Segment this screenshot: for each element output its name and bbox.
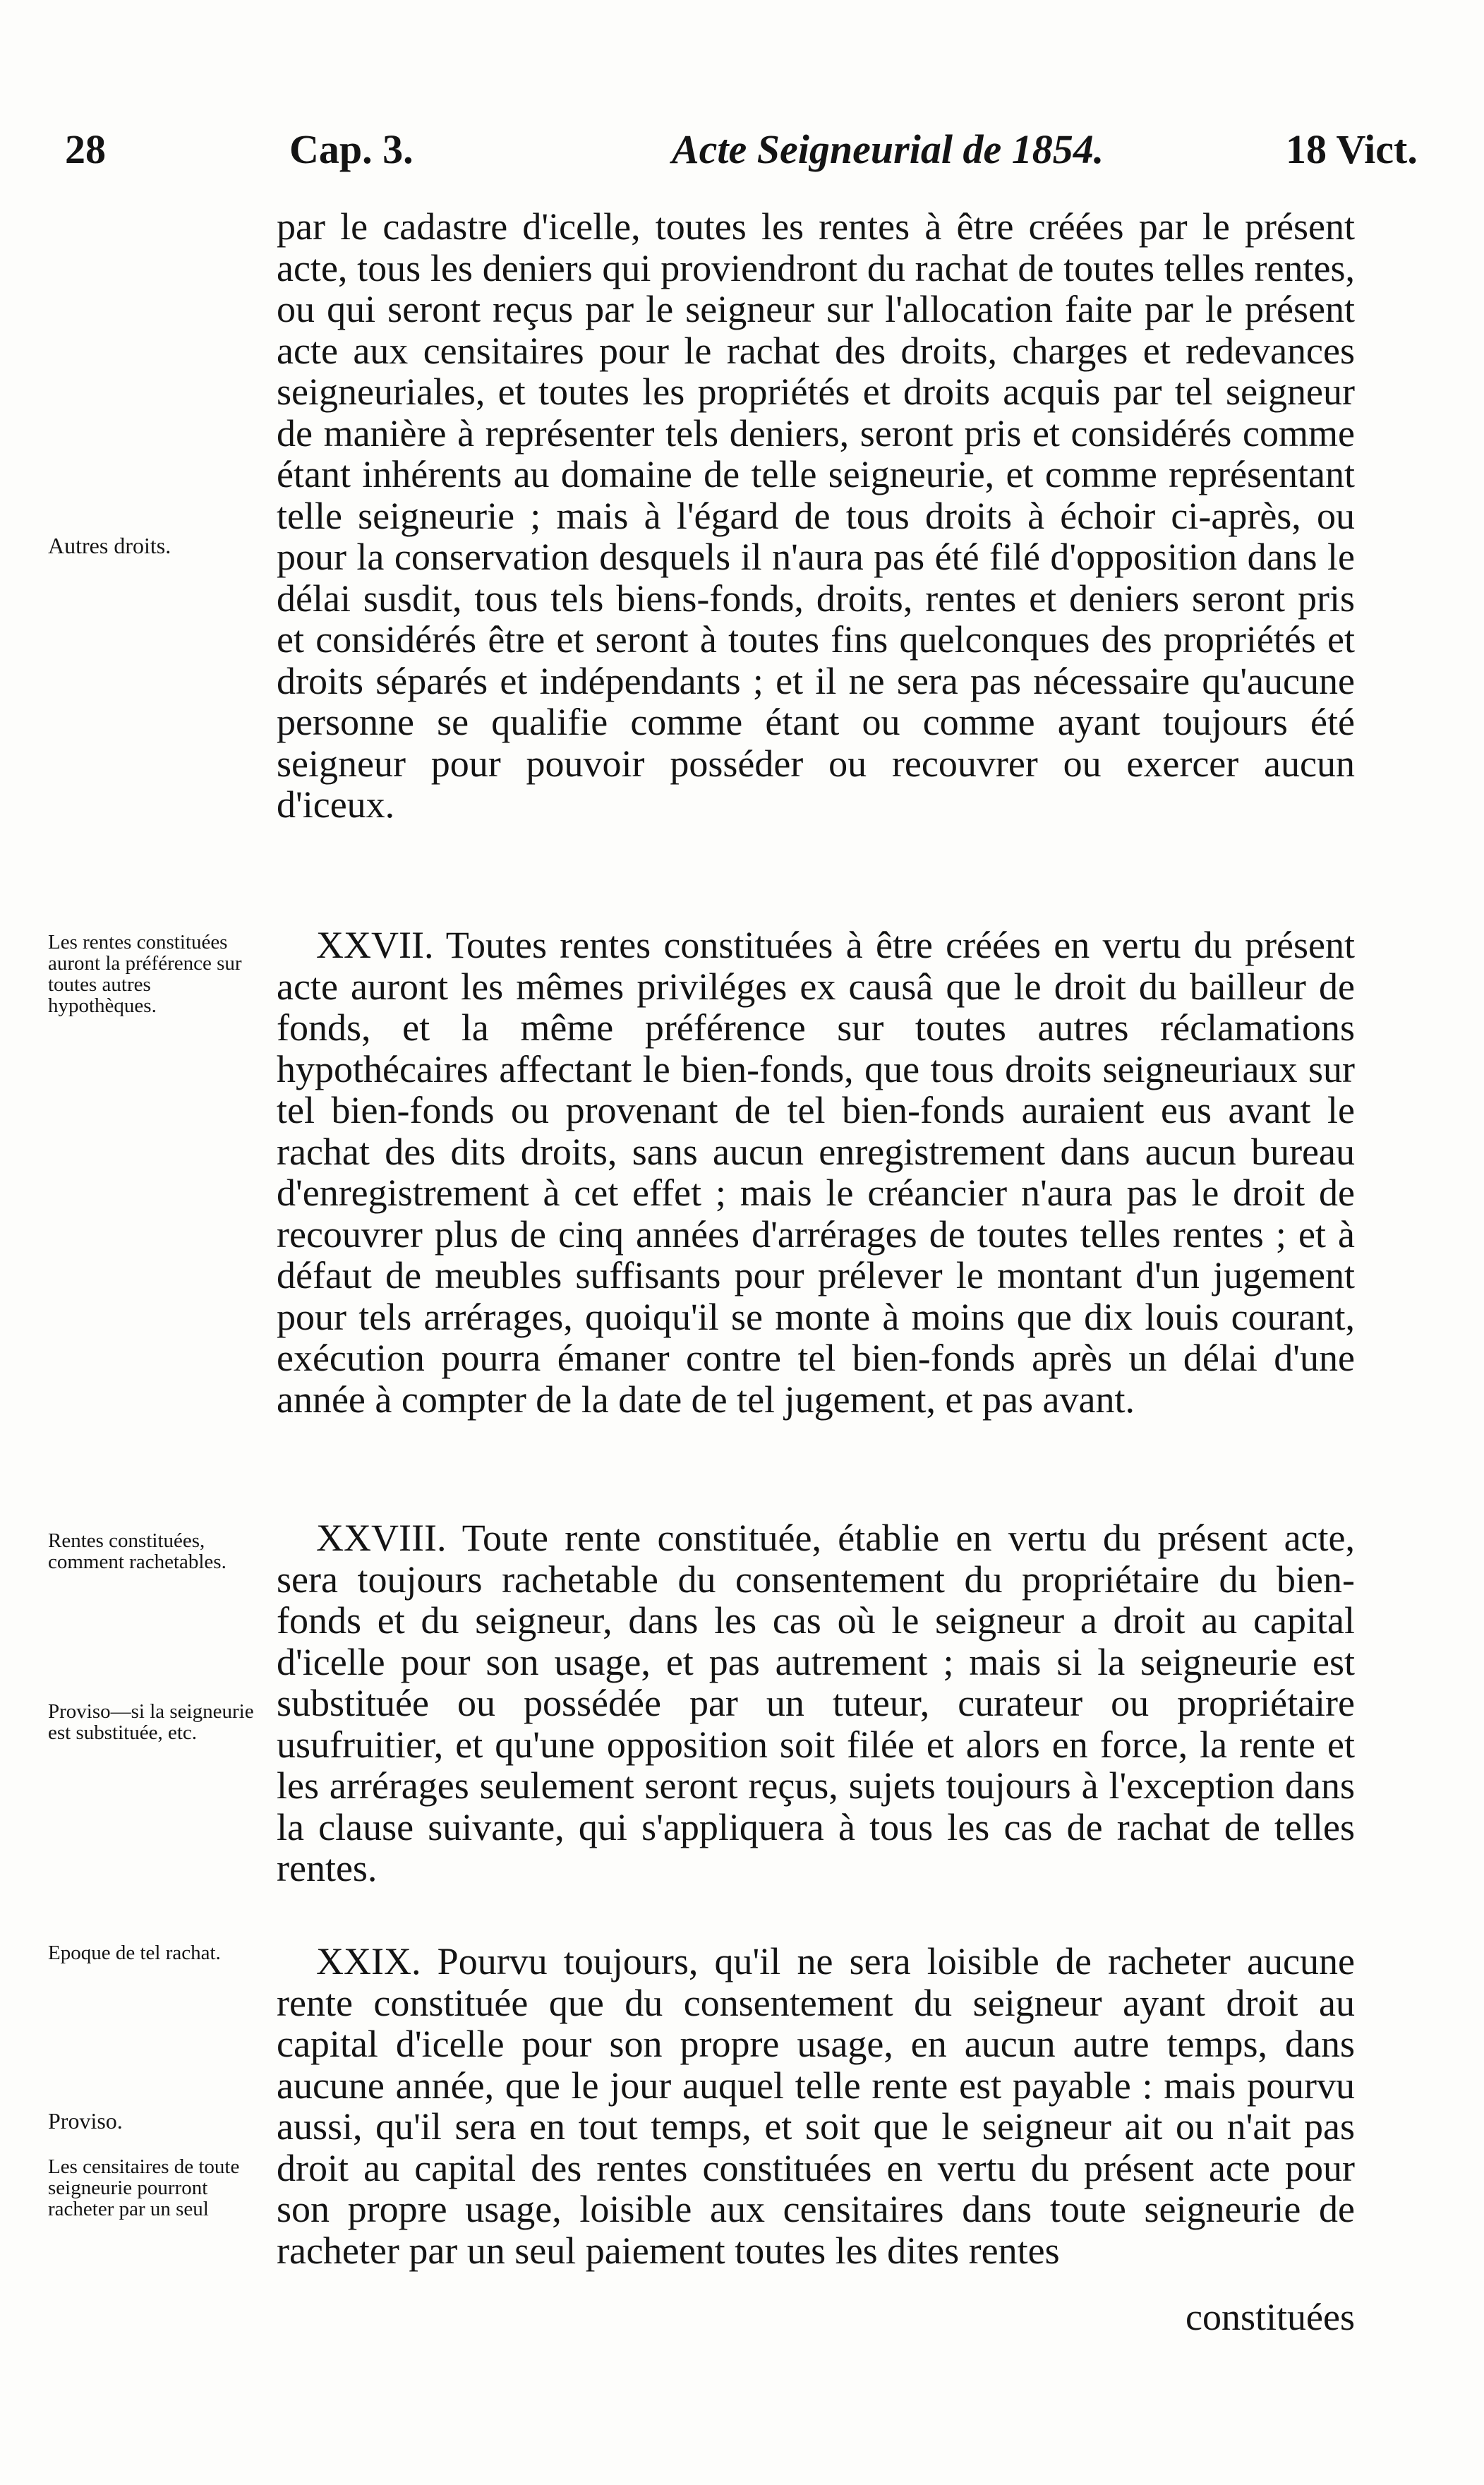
- margin-note-rentes-constituees: Les rentes constituées auront la préférence sur toutes autres hypothèques.: [48, 931, 242, 1017]
- section-xxix: XXIX. Pourvu toujours, qu'il ne sera loisible de racheter aucune rente constituée que du consentement du seigneur ayant droit au capital d'icelle pour son propre usage, en aucun autre temps, dans aucune année, que le jour auquel telle rente est payable : mais pourvu aussi, qu'il sera en tout temps, et soit que le seigneur ait ou n'ait pas droit au capital des rentes constituées en vertu du présent acte pour son propre usage, loisible aux censitaires dans toute seigneurie de racheter par un seul paiement toutes les dites rentes: [277, 1940, 1355, 2272]
- margin-note-rentes-rachetables: Rentes constituées, comment rachetables.: [48, 1529, 227, 1573]
- catchword: constituées: [1186, 2296, 1355, 2338]
- running-head: [65, 126, 1418, 182]
- section-xxvii: XXVII. Toutes rentes constituées à être créées en vertu du présent acte auront les mêmes priviléges ex causâ que le droit du bailleur de fonds, et la même préférence sur toutes autres réclamations hypothécaires affectant le bien-fonds, que tous droits seigneuriaux sur tel bien-fonds ou provenant de tel bien-fonds auraient eus avant le rachat des dits droits, sans aucun enregistrement dans aucun bureau d'enregistrement à cet effet ; mais le créancier n'aura pas le droit de recouvrer plus de cinq années d'arrérages de toutes telles rentes ; et à défaut de meubles suffisants pour prélever le montant d'un jugement pour tels arrérages, quoiqu'il se monte à moins que dix louis courant, exécution pourra émaner contre tel bien-fonds après un délai d'une année à compter de la date de tel jugement, et pas avant.: [277, 924, 1355, 1421]
- margin-note-autres-droits: Autres droits.: [48, 533, 171, 558]
- regnal-year: 18 Vict.: [1286, 126, 1418, 172]
- chapter-label: Cap. 3.: [289, 126, 414, 172]
- margin-note-proviso: Proviso.: [48, 2108, 123, 2134]
- margin-note-proviso-si: Proviso—si la seigneurie est substituée, etc.: [48, 1700, 254, 1744]
- paragraph-continuation: par le cadastre d'icelle, toutes les rentes à être créées par le présent acte, tous les deniers qui proviendront du rachat de toutes telles rentes, ou qui seront reçus par le seigneur sur l'allocation faite par le présent acte aux censitaires pour le rachat des droits, charges et redevances seigneuriales, et toutes les propriétés et droits acquis par tel seigneur de manière à représenter tels deniers, seront pris et considérés comme étant inhérents au domaine de telle seigneurie, et comme représentant telle seigneurie ; mais à l'égard de tous droits à échoir ci-après, ou pour la conservation desquels il n'aura pas été filé d'opposition dans le délai susdit, tous tels biens-fonds, droits, rentes et deniers seront pris et considérés être et seront à toutes fins quelconques des propriétés et droits séparés et indépendants ; et il ne sera pas nécessaire qu'aucune personne se qualifie comme étant ou comme ayant toujours été seigneur pour pouvoir posséder ou recouvrer ou exercer aucun d'iceux.: [277, 205, 1355, 826]
- section-xxviii: XXVIII. Toute rente constituée, établie en vertu du présent acte, sera toujours rachetable du consentement du propriétaire du bien-fonds et du seigneur, dans les cas où le seigneur a droit au capital d'icelle pour son usage, et pas autrement ; mais si la seigneurie est substituée ou possédée par un tuteur, curateur ou propriétaire usufruitier, et qu'une opposition soit filée et alors en force, la rente et les arrérages seulement seront reçus, sujets toujours à l'exception dans la clause suivante, qui s'appliquera à tous les cas de rachat de telles rentes.: [277, 1517, 1355, 1889]
- margin-note-epoque: Epoque de tel rachat.: [48, 1942, 221, 1964]
- page-number: 28: [65, 126, 106, 172]
- margin-note-censitaires: Les censitaires de toute seigneurie pourront racheter par un seul: [48, 2155, 240, 2220]
- act-title: Acte Seigneurial de 1854.: [672, 126, 1104, 172]
